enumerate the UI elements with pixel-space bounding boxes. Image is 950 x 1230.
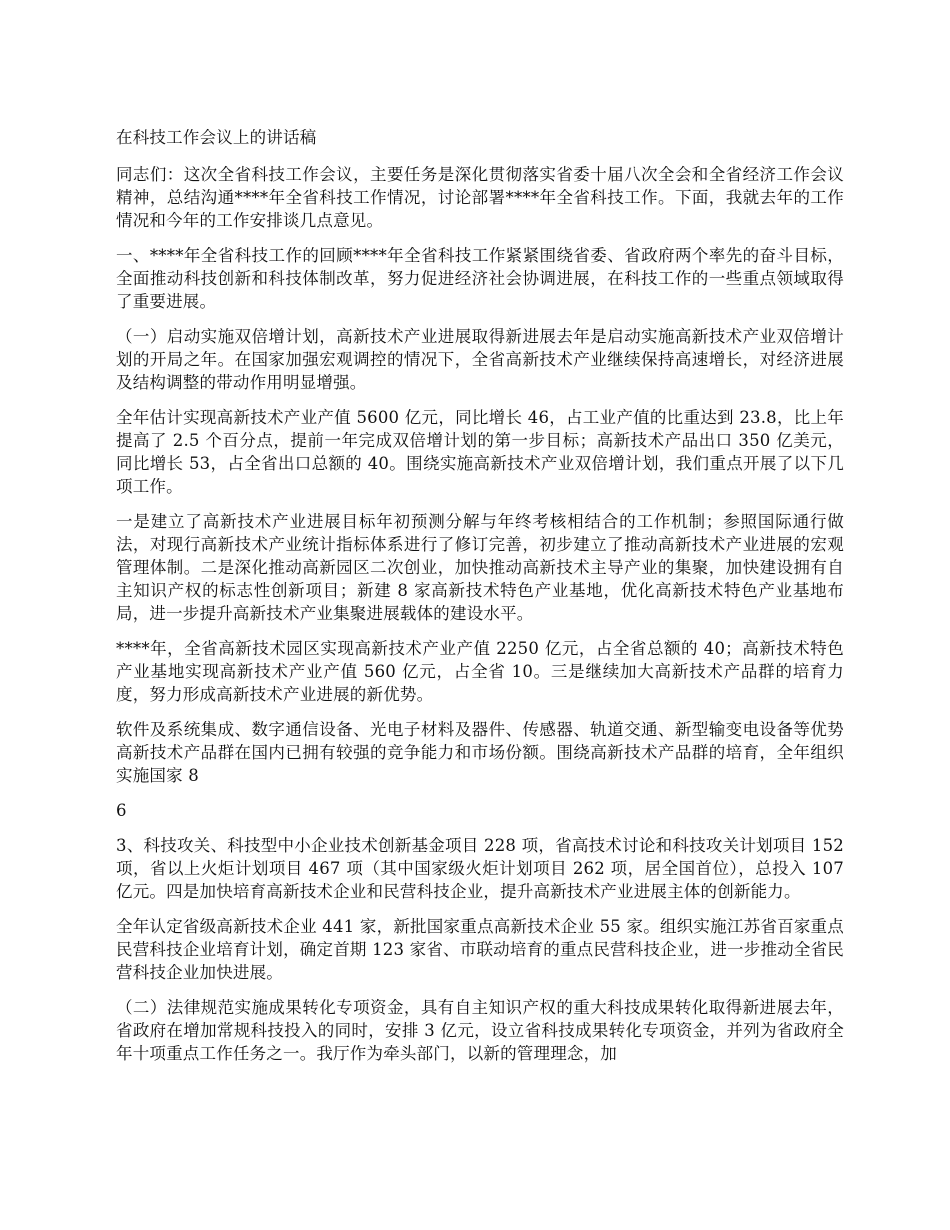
paragraph-review-intro: 一、****年全省科技工作的回顾****年全省科技工作紧紧围绕省委、省政府两个率先的奋斗目标，全面推动科技创新和科技体制改革，努力促进经济社会协调进展，在科技工作的一些重点领域取得了重要进展。 (116, 246, 844, 311)
document-title: 在科技工作会议上的讲话稿 (116, 128, 317, 147)
paragraph-enterprises: 全年认定省级高新技术企业 441 家，新批国家重点高新技术企业 55 家。组织实施江苏省百家重点民营科技企业培育计划，确定首期 123 家省、市联动培育的重点民营科技企业，进一步推动全省民营科技企业加快进展。 (116, 917, 844, 982)
paragraph-output-stats: 全年估计实现高新技术产业产值 5600 亿元，同比增长 46，占工业产值的比重达到 23.8，比上年提高了 2.5 个百分点，提前一年完成双倍增计划的第一步目标；高新技术产品出口 350 亿美元，同比增长 53，占全省出口总额的 40。围绕实施高新技术产业双倍增计划，我们重点开展了以下几项工作。 (116, 408, 844, 496)
paragraph-section-two: （二）法律规范实施成果转化专项资金，具有自主知识产权的重大科技成果转化取得新进展去年，省政府在增加常规科技投入的同时，安排 3 亿元，设立省科技成果转化专项资金，并列为省政府全年十项重点工作任务之一。我厅作为牵头部门，以新的管理理念，加 (116, 998, 844, 1063)
page-number-fragment: 6 (116, 801, 127, 820)
document-page (116, 126, 844, 1077)
paragraph-product-groups: 软件及系统集成、数字通信设备、光电子材料及器件、传感器、轨道交通、新型输变电设备等优势高新技术产品群在国内已拥有较强的竞争能力和市场份额。围绕高新技术产品群的培育，全年组织实施国家 8 (116, 720, 844, 785)
paragraph-park-stats: ****年，全省高新技术园区实现高新技术产业产值 2250 亿元，占全省总额的 40；高新技术特色产业基地实现高新技术产业产值 560 亿元，占全省 10。三是继续加大高新技术产品群的培育力度，努力形成高新技术产业进展的新优势。 (116, 639, 844, 704)
paragraph-projects: 3、科技攻关、科技型中小企业技术创新基金项目 228 项，省高技术讨论和科技攻关计划项目 152 项，省以上火炬计划项目 467 项（其中国家级火炬计划项目 262 项，居全国首位），总投入 107 亿元。四是加快培育高新技术企业和民营科技企业，提升高新技术产业进展主体的创新能力。 (116, 836, 844, 901)
paragraph-opening: 同志们：这次全省科技工作会议，主要任务是深化贯彻落实省委十届八次全会和全省经济工作会议精神，总结沟通****年全省科技工作情况，讨论部署****年全省科技工作。下面，我就去年的工作情况和今年的工作安排谈几点意见。 (116, 165, 844, 230)
paragraph-work-items: 一是建立了高新技术产业进展目标年初预测分解与年终考核相结合的工作机制；参照国际通行做法，对现行高新技术产业统计指标体系进行了修订完善，初步建立了推动高新技术产业进展的宏观管理体制。二是深化推动高新园区二次创业，加快推动高新技术主导产业的集聚，加快建设拥有自主知识产权的标志性创新项目；新建 8 家高新技术特色产业基地，优化高新技术特色产业基地布局，进一步提升高新技术产业集聚进展载体的建设水平。 (116, 512, 844, 623)
paragraph-section-one: （一）启动实施双倍增计划，高新技术产业进展取得新进展去年是启动实施高新技术产业双倍增计划的开局之年。在国家加强宏观调控的情况下，全省高新技术产业继续保持高速增长，对经济进展及结构调整的带动作用明显增强。 (116, 327, 844, 392)
